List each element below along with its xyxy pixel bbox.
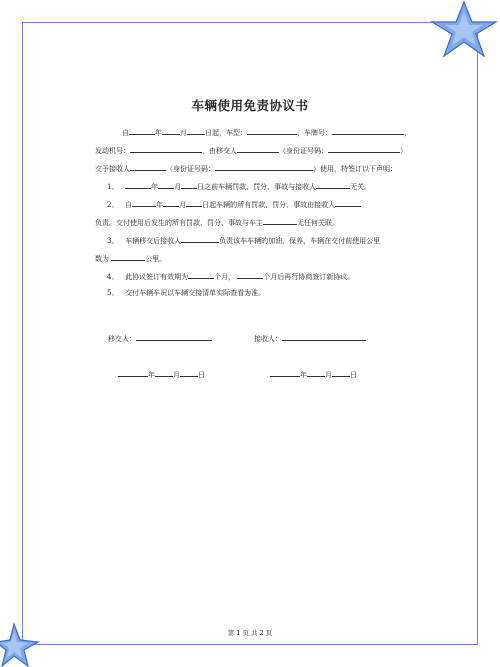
- blank-day: [187, 126, 205, 135]
- label: 日起车辆的所有罚款、罚分、事故由接收人: [202, 201, 336, 209]
- line-date-model-plate: [122, 126, 411, 138]
- receiver-signature: [254, 332, 366, 344]
- blank-receiver: [130, 162, 166, 171]
- transferor-date: [118, 368, 205, 380]
- label: ，由移交人: [202, 147, 237, 155]
- label: 自: [122, 129, 129, 137]
- blank-year: [129, 126, 155, 135]
- clause-1: [107, 180, 371, 192]
- label: ）使用，特签订以下声明：: [313, 165, 397, 173]
- blank-model: [247, 126, 297, 135]
- blank-months: [237, 270, 263, 279]
- blank-day: [186, 198, 202, 207]
- label: ，: [404, 129, 411, 137]
- blank-id: [328, 144, 400, 153]
- document-title: 车辆使用免责协议书: [191, 98, 309, 113]
- clause-5: [107, 288, 265, 298]
- page-number: 第 1 页 共 2 页: [227, 629, 273, 637]
- label: 月: [174, 183, 182, 191]
- label: 交付车辆车况以车辆交接清单实际查看为准。: [125, 289, 266, 297]
- blank-day: [180, 368, 198, 377]
- blank-month: [163, 198, 179, 207]
- label: 年: [148, 371, 155, 379]
- label: 年: [156, 201, 164, 209]
- blank-engine: [130, 144, 202, 153]
- label: 交予接收人: [95, 165, 130, 173]
- clause-3: [107, 234, 380, 246]
- blank-receiver: [181, 234, 219, 243]
- label: 此协议签订有效期为: [125, 273, 189, 281]
- label: （身份证号码：: [279, 147, 328, 155]
- label: ）: [400, 147, 407, 155]
- blank-id: [215, 162, 313, 171]
- label: 日起，车型：: [205, 129, 247, 137]
- blank-year: [125, 180, 151, 189]
- label: 日之前车辆罚款、罚分、事故与接收人: [197, 183, 317, 191]
- blank-year: [118, 368, 148, 377]
- blank-owner: [263, 216, 297, 225]
- clause-number: 1、: [107, 183, 119, 191]
- blank-year: [270, 368, 300, 377]
- blank-day: [181, 180, 197, 189]
- blank-month: [155, 368, 173, 377]
- blank-receiver: [335, 198, 361, 207]
- label: 接收人：: [254, 335, 282, 343]
- blank-month: [162, 126, 180, 135]
- clause-number: 5、: [107, 289, 119, 297]
- line-receiver: [95, 162, 397, 174]
- label: 负责该车车辆的加油、保养，车辆在交付前使用公里: [219, 237, 381, 245]
- clause-2-continued: [95, 216, 339, 228]
- label: 发动机号：: [95, 147, 130, 155]
- blank-months: [188, 270, 214, 279]
- clause-number: 3、: [107, 237, 119, 245]
- label: 个月后再行协商签订新协议。: [263, 273, 355, 281]
- blank-month: [307, 368, 325, 377]
- clause-number: 2、: [107, 201, 119, 209]
- blank-plate: [332, 126, 404, 135]
- label: 日: [198, 371, 205, 379]
- label: 移交人：: [108, 335, 136, 343]
- label: 日: [350, 371, 357, 379]
- blank-signature: [136, 332, 212, 341]
- label: 车辆移交后接收人: [125, 237, 182, 245]
- blank-month: [158, 180, 174, 189]
- blank-day: [332, 368, 350, 377]
- label: （身份证号码：: [166, 165, 215, 173]
- label: 个月，: [214, 273, 236, 281]
- label: 月: [179, 201, 187, 209]
- clause-4: [107, 270, 354, 282]
- receiver-date: [270, 368, 357, 380]
- label: 月: [173, 371, 180, 379]
- label: 年: [155, 129, 162, 137]
- label: 负责。交付使用后发生的所有罚款、罚分、事故与车主: [95, 219, 263, 227]
- clause-number: 4、: [107, 273, 119, 281]
- blank-year: [132, 198, 156, 207]
- label: 无任何关联。: [297, 219, 339, 227]
- label: 年: [300, 371, 307, 379]
- blank-receiver: [316, 180, 350, 189]
- label: ，车牌号：: [297, 129, 332, 137]
- clause-3-continued: [95, 252, 166, 264]
- label: 无关。: [350, 183, 372, 191]
- label: 公里。: [145, 255, 167, 263]
- transferor-signature: [108, 332, 212, 344]
- clause-2: [107, 198, 361, 210]
- blank-mileage: [111, 252, 145, 261]
- label: 月: [325, 371, 332, 379]
- blank-transferor: [237, 144, 279, 153]
- label: 自: [125, 201, 133, 209]
- label: 月: [180, 129, 187, 137]
- label: 数为: [95, 255, 109, 263]
- label: 年: [151, 183, 159, 191]
- line-engine-transferor: [95, 144, 407, 156]
- blank-signature: [282, 332, 366, 341]
